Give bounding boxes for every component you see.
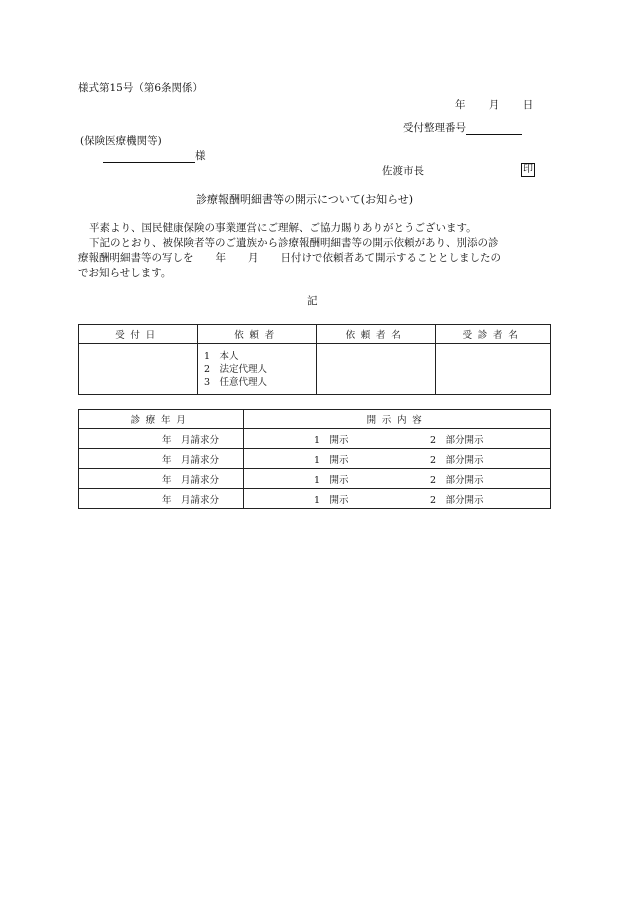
reception-number-field[interactable]	[466, 122, 522, 135]
year-label: 年	[455, 99, 466, 111]
requester-option-1[interactable]: 1 本人	[204, 351, 239, 362]
requester-option-2[interactable]: 2 法定代理人	[204, 364, 268, 375]
body-line-3-b: 日付けで依頼者あて開示することとしましたの	[280, 252, 501, 264]
option-partial-disclose[interactable]: 2 部分開示	[394, 469, 551, 489]
period-cell[interactable]: 年 月請求分	[79, 429, 244, 449]
header-disclosure-content: 開示内容	[244, 410, 551, 429]
option-disclose[interactable]: 1 開示	[244, 449, 395, 469]
ki-label: 記	[307, 295, 318, 307]
option-disclose[interactable]: 1 開示	[244, 489, 395, 509]
sender-title: 佐渡市長	[382, 165, 424, 177]
addressee-label: (保険医療機関等)	[80, 135, 162, 147]
request-table-header	[79, 325, 551, 344]
header-treatment-month: 診療年月	[79, 410, 244, 429]
disclosure-row	[79, 429, 551, 449]
period-cell[interactable]: 年 月請求分	[79, 489, 244, 509]
body-line-3-year: 年	[215, 252, 226, 264]
addressee-line	[103, 148, 206, 163]
body-line-3	[78, 250, 501, 265]
reception-number	[403, 120, 522, 135]
body-line-3-a: 療報酬明細書等の写しを	[78, 252, 194, 264]
header-patient-name: 受診者名	[436, 325, 551, 344]
document-title: 診療報酬明細書等の開示について(お知らせ)	[196, 193, 414, 206]
header-requester: 依頼者	[198, 325, 317, 344]
disclosure-row	[79, 449, 551, 469]
month-label: 月	[488, 99, 500, 111]
body-line-1: 平素より、国民健康保険の事業運営にご理解、ご協力賜りありがとうございます。	[89, 222, 477, 234]
option-partial-disclose[interactable]: 2 部分開示	[394, 429, 551, 449]
period-cell[interactable]: 年 月請求分	[79, 449, 244, 469]
date-line	[455, 97, 533, 112]
reception-number-label: 受付整理番号	[403, 122, 466, 134]
request-table	[78, 324, 551, 395]
disclosure-row	[79, 489, 551, 509]
period-cell[interactable]: 年 月請求分	[79, 469, 244, 489]
header-reception-date: 受付日	[79, 325, 198, 344]
option-disclose[interactable]: 1 開示	[244, 469, 395, 489]
addressee-name-field[interactable]	[103, 150, 195, 163]
form-number: 様式第15号（第6条関係）	[78, 82, 204, 94]
seal-mark: 印	[523, 164, 533, 175]
header-requester-name: 依頼者名	[317, 325, 436, 344]
body-line-3-month: 月	[248, 252, 259, 264]
option-disclose[interactable]: 1 開示	[244, 429, 395, 449]
day-label: 日	[522, 99, 534, 111]
addressee-honorific: 様	[195, 150, 206, 162]
body-line-4: でお知らせします。	[78, 267, 172, 279]
requester-option-3[interactable]: 3 任意代理人	[204, 377, 268, 388]
requester-name-cell[interactable]	[317, 344, 436, 395]
disclosure-row	[79, 469, 551, 489]
option-partial-disclose[interactable]: 2 部分開示	[394, 489, 551, 509]
requester-options-cell[interactable]	[198, 344, 317, 395]
disclosure-table-header	[79, 410, 551, 429]
reception-date-cell[interactable]	[79, 344, 198, 395]
disclosure-table	[78, 409, 551, 509]
body-line-2: 下記のとおり、被保険者等のご遺族から診療報酬明細書等の開示依頼があり、別添の診	[89, 237, 499, 249]
request-table-row	[79, 344, 551, 395]
patient-name-cell[interactable]	[436, 344, 551, 395]
option-partial-disclose[interactable]: 2 部分開示	[394, 449, 551, 469]
